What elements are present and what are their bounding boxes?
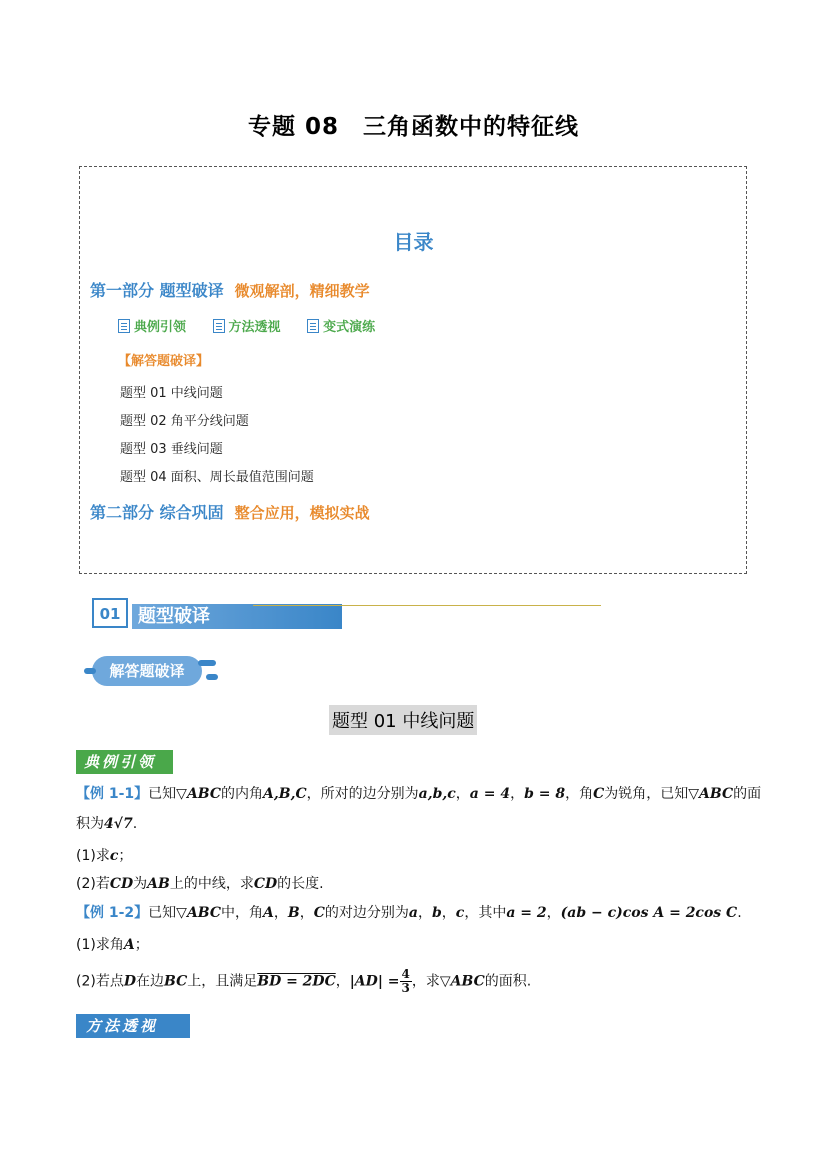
document-icon — [213, 319, 225, 333]
example-1-1-q2: (2)若CD为AB上的中线，求CD的长度. — [76, 876, 324, 892]
toc-part1-subtitle: 微观解剖，精细教学 — [234, 282, 370, 300]
toc-item-type04[interactable]: 题型 04 面积、周长最值范围问题 — [120, 470, 314, 485]
toc-item-type03[interactable]: 题型 03 垂线问题 — [120, 442, 223, 457]
toc-item-type02[interactable]: 题型 02 角平分线问题 — [120, 414, 249, 429]
example-1-2-q2: (2)若点D在边BC上，且满足BD = 2DC，|AD| = $\frac{4}{3}$ ，求▽ABC的面积. — [76, 967, 532, 995]
document-icon — [118, 319, 130, 333]
type-heading: 题型 01 中线问题 — [329, 705, 477, 735]
toc-part1-label: 第一部分 题型破译 — [90, 281, 224, 300]
toc-part2[interactable] — [90, 500, 370, 523]
example-badge: 典例引领 — [76, 750, 173, 774]
pill-decoration — [206, 674, 218, 680]
fraction: $\frac{4}{3}$ — [401, 967, 410, 995]
example-1-2-q1: (1)求角A； — [76, 937, 149, 953]
pill-decoration — [84, 668, 96, 674]
pill-decoration — [198, 660, 216, 666]
toc-part2-subtitle: 整合应用，模拟实战 — [234, 504, 370, 522]
example-1-1-cont: 积为4√7. — [76, 816, 138, 832]
section-number: 01 — [92, 598, 128, 628]
example-1-2: 【例 1-2】已知▽ABC中，角A，B，C的对边分别为a，b，c，其中a = 2，(ab − c)cos A = 2cos C. — [76, 905, 742, 921]
toc-tab-example[interactable]: 典例引领 — [118, 316, 186, 335]
toc-item-type01[interactable]: 题型 01 中线问题 — [120, 386, 223, 401]
section-divider — [253, 605, 601, 606]
subsection-pill: 解答题破译 — [92, 656, 202, 686]
toc-tab-practice[interactable]: 变式演练 — [307, 316, 375, 335]
toc-part2-label: 第二部分 综合巩固 — [90, 503, 224, 522]
document-icon — [307, 319, 319, 333]
page-title: 专题 08 三角函数中的特征线 — [247, 114, 579, 140]
toc-heading: 目录 — [393, 230, 434, 254]
example-1-1-q1: (1)求c； — [76, 848, 133, 864]
toc-tab-method[interactable]: 方法透视 — [213, 316, 281, 335]
toc-bracket-label: 【解答题破译】 — [118, 354, 210, 369]
toc-part1[interactable] — [90, 278, 370, 301]
example-1-1: 【例 1-1】已知▽ABC的内角A,B,C，所对的边分别为a,b,c，a = 4，b = 8，角C为锐角，已知▽ABC的面 — [76, 786, 762, 802]
toc-tabs — [118, 316, 397, 337]
method-badge: 方法透视 — [76, 1014, 190, 1038]
section-title: 题型破译 — [132, 604, 342, 629]
